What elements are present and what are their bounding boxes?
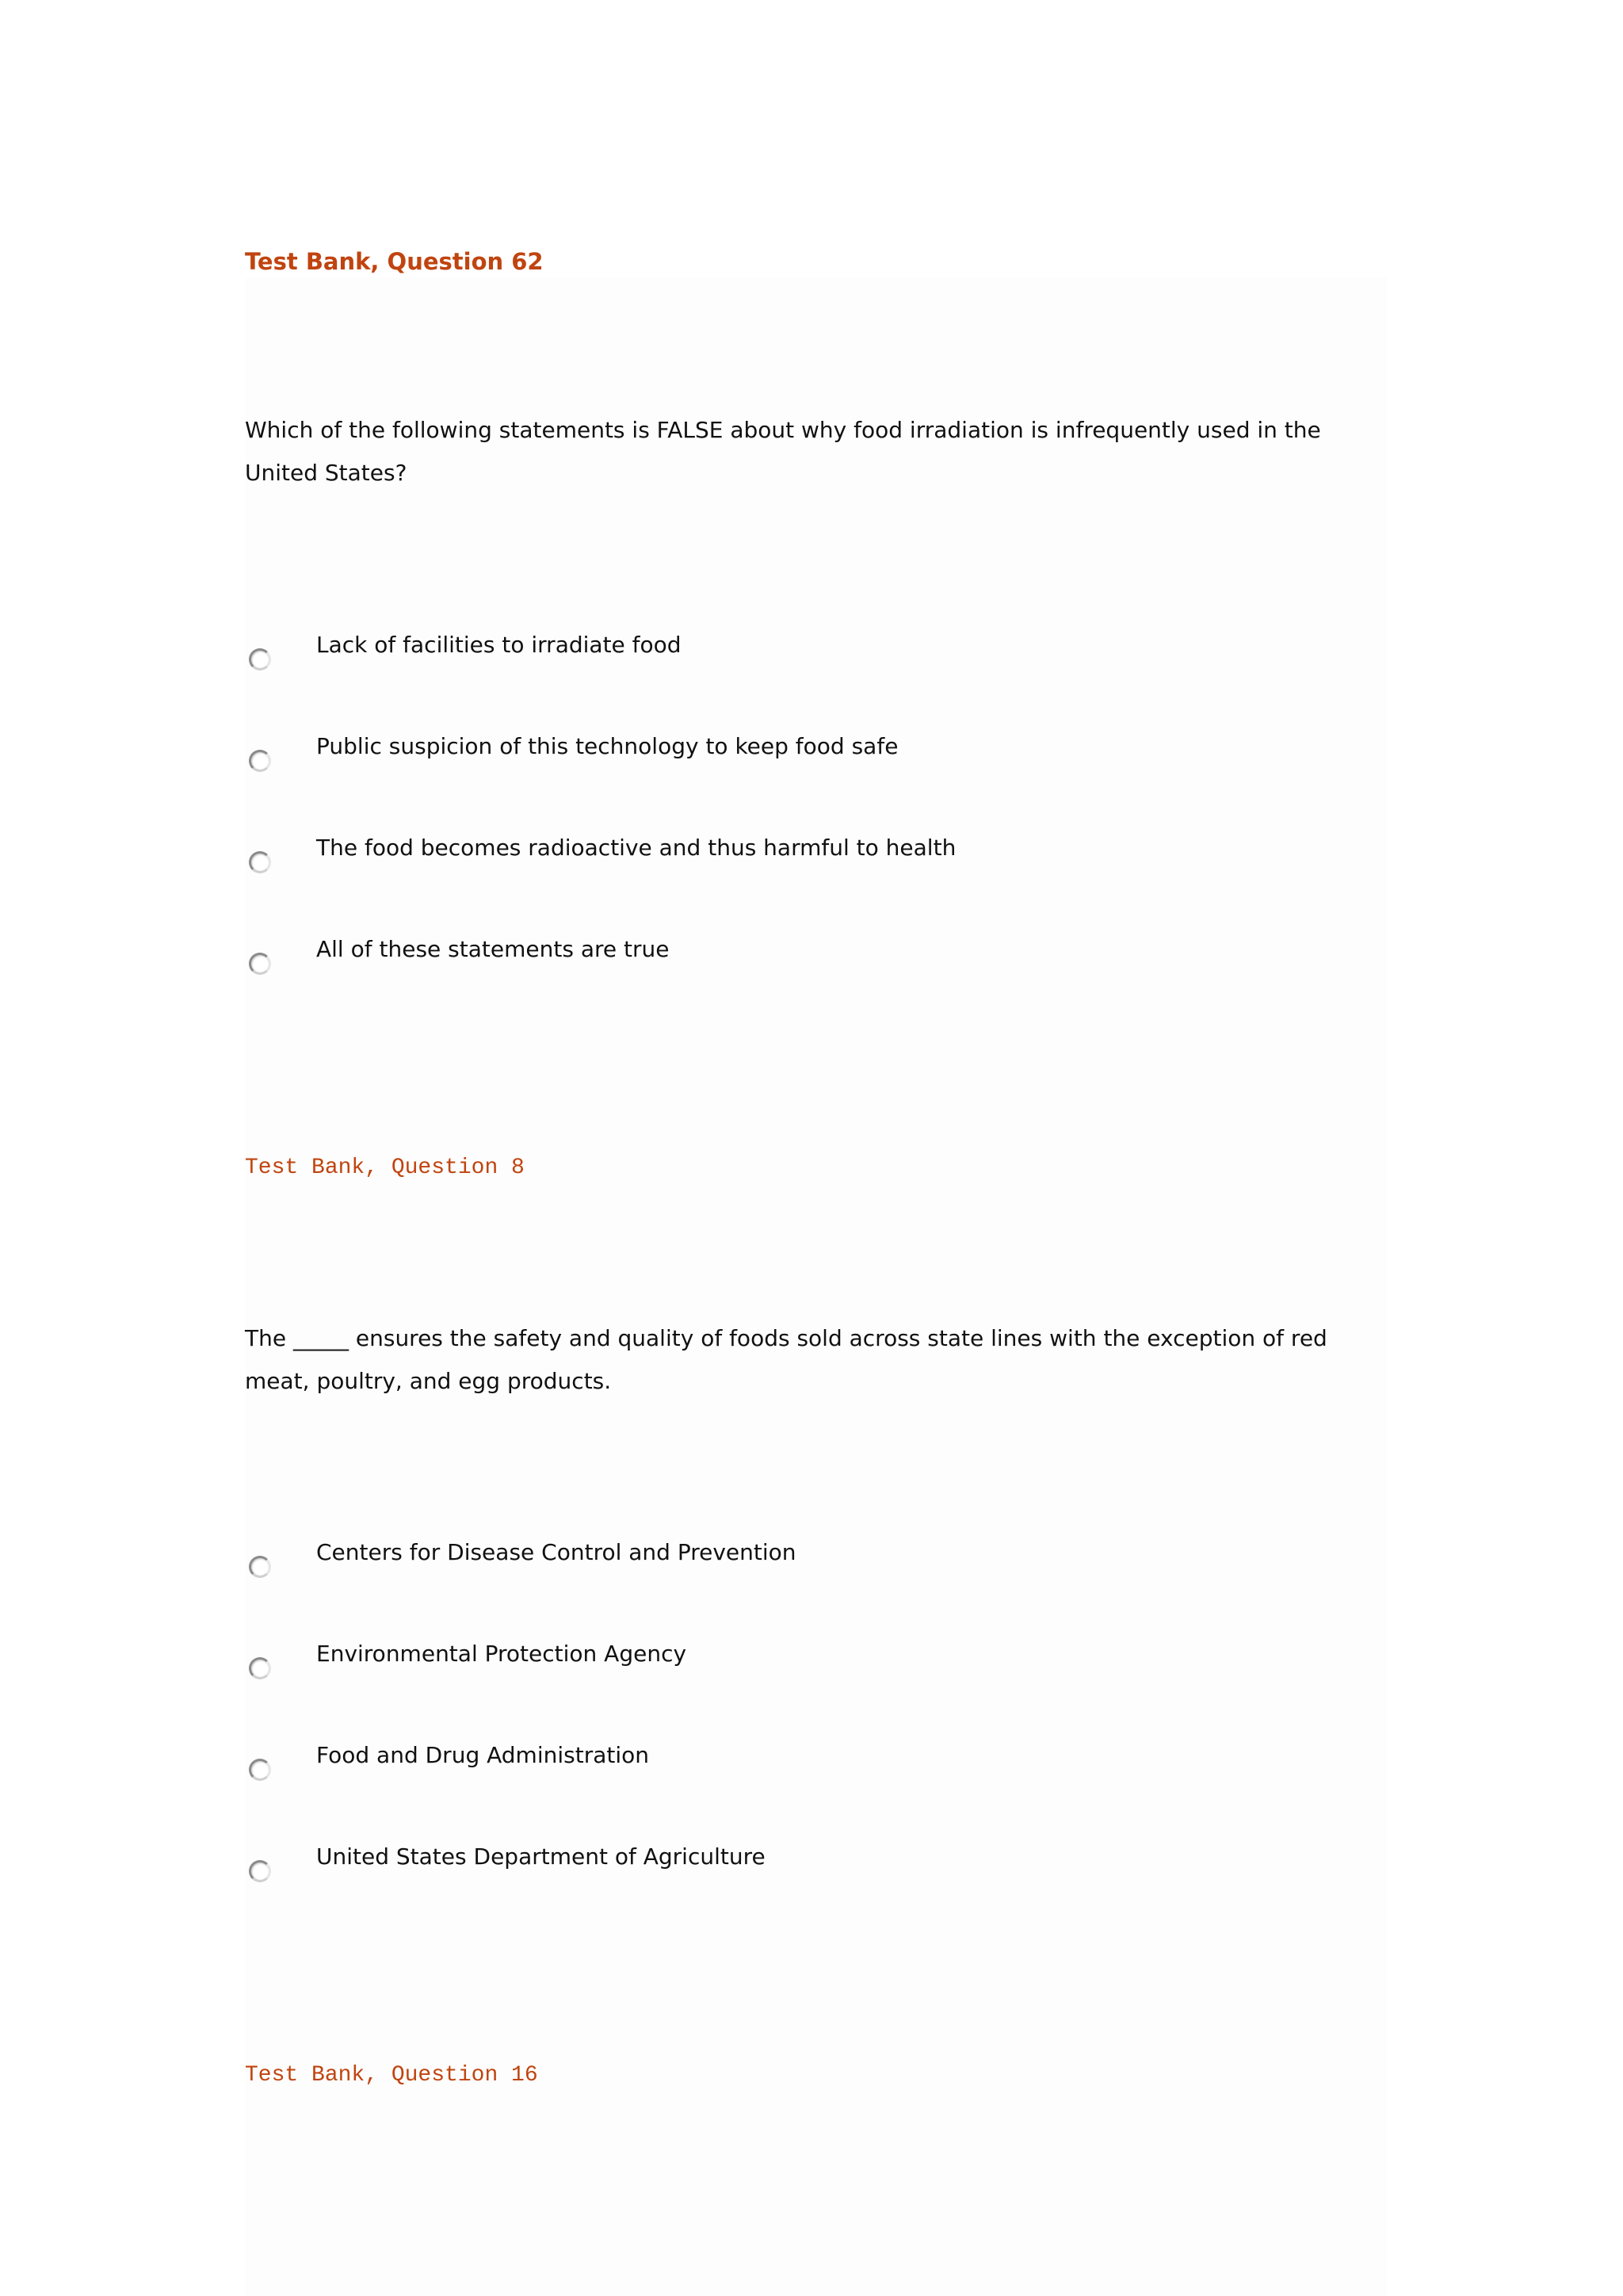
- radio-button[interactable]: [249, 1759, 271, 1781]
- question-prompt: The _____ ensures the safety and quality of foods sold across state lines with the exception of red meat, poultry, and egg products.: [245, 1325, 1327, 1394]
- answer-option[interactable]: [245, 733, 1275, 785]
- answer-option[interactable]: [245, 835, 1275, 886]
- question-title: Test Bank, Question 62: [245, 248, 544, 275]
- answer-option[interactable]: [245, 1742, 1275, 1794]
- radio-button[interactable]: [249, 1860, 271, 1882]
- page-background-panel: [246, 277, 1387, 2296]
- answer-option-label: Centers for Disease Control and Prevention: [316, 1539, 796, 1565]
- answer-option-label: Public suspicion of this technology to keep food safe: [316, 733, 899, 759]
- radio-button[interactable]: [249, 953, 271, 975]
- radio-button[interactable]: [249, 1657, 271, 1679]
- answer-option-label: Environmental Protection Agency: [316, 1641, 687, 1667]
- question-title: Test Bank, Question 8: [245, 1156, 525, 1180]
- answer-option[interactable]: [245, 936, 1275, 988]
- answer-option-label: United States Department of Agriculture: [316, 1843, 766, 1870]
- question-title: Test Bank, Question 16: [245, 2063, 538, 2088]
- answer-option-label: Lack of facilities to irradiate food: [316, 632, 682, 658]
- radio-button[interactable]: [249, 1556, 271, 1578]
- answer-option[interactable]: [245, 1539, 1275, 1591]
- answer-option[interactable]: [245, 1641, 1275, 1692]
- answer-option[interactable]: [245, 1843, 1275, 1895]
- radio-button[interactable]: [249, 851, 271, 873]
- answer-option-label: Food and Drug Administration: [316, 1742, 649, 1768]
- question-prompt: Which of the following statements is FALSE about why food irradiation is infrequently used in the United States?: [245, 417, 1321, 486]
- answer-option-label: The food becomes radioactive and thus harmful to health: [316, 835, 957, 861]
- radio-button[interactable]: [249, 750, 271, 772]
- answer-option-label: All of these statements are true: [316, 936, 670, 962]
- answer-option[interactable]: [245, 632, 1275, 683]
- radio-button[interactable]: [249, 648, 271, 670]
